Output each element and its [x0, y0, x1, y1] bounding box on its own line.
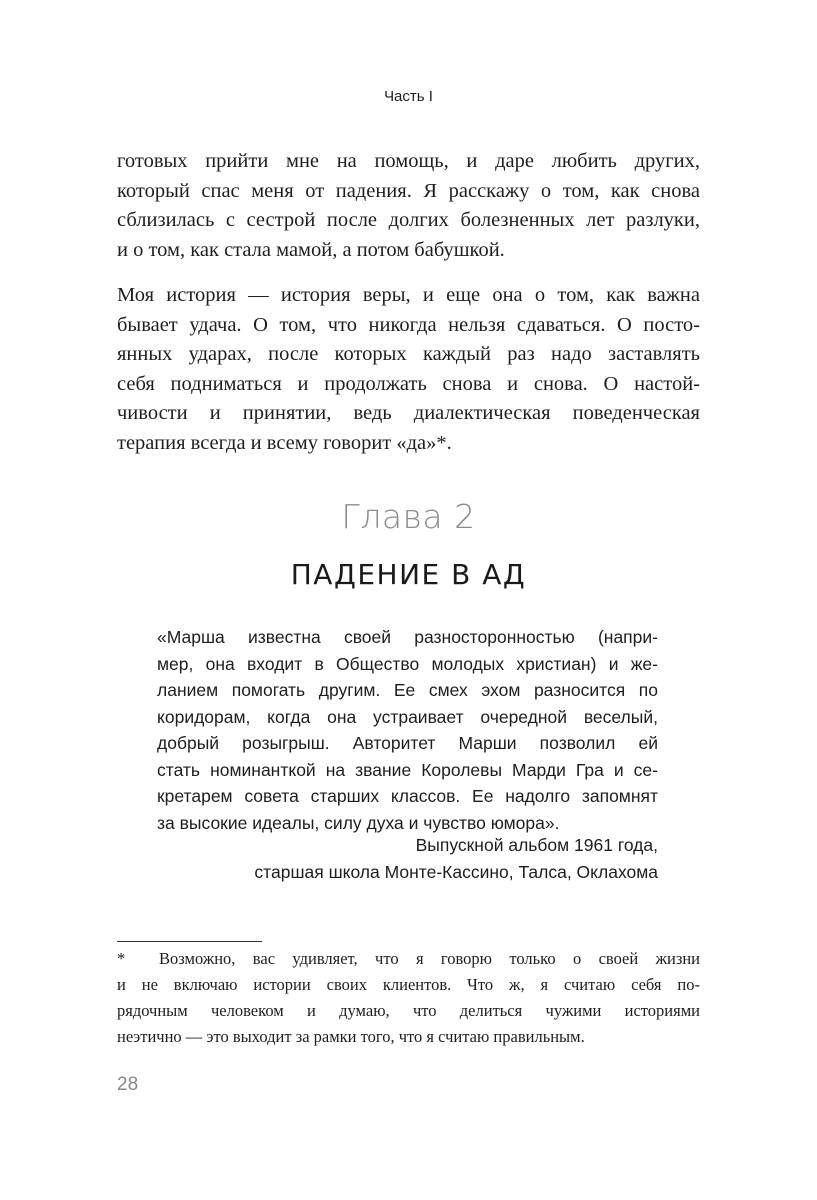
footnote-line-text: Возможно, вас удивляет, что я говорю только о своей жизни [159, 949, 700, 968]
body-text [117, 147, 700, 458]
text-line: готовых прийти мне на помощь, и даре любить других, [117, 150, 700, 172]
text-line: янных ударах, после которых каждый раз надо заставлять [117, 343, 700, 365]
footnote-line: и не включаю истории своих клиентов. Что ж, я считаю себя по- [117, 975, 700, 994]
epigraph [157, 624, 658, 836]
epigraph-line: добрый розыгрыш. Авторитет Марши позволил ей [157, 733, 658, 753]
epigraph-line: «Марша известна своей разносторонностью (напри- [157, 627, 658, 647]
text-line: Моя история — история веры, и еще она о том, как важна [117, 284, 700, 306]
paragraph-1 [117, 147, 700, 265]
footnote-marker: * [117, 949, 126, 968]
text-line: бывает удача. О том, что никогда нельзя сдаваться. О посто- [117, 313, 700, 336]
chapter-number: Глава 2 [341, 497, 476, 536]
epigraph-line: мер, она входит в Общество молодых христиан) и же- [157, 653, 658, 674]
footnote-divider [117, 941, 262, 942]
attribution-line: Выпускной альбом 1961 года, [415, 835, 658, 855]
text-line: терапия всегда и всему говорит «да»*. [117, 431, 452, 454]
text-line: который спас меня от падения. Я расскажу о том, как снова [117, 179, 700, 202]
epigraph-line: коридорам, когда она устраивает очередной веселый, [157, 706, 658, 727]
epigraph-line: стать номинанткой на звание Королевы Марди Гра и се- [157, 759, 658, 780]
text-line: сблизилась с сестрой после долгих болезненных лет разлуки, [117, 209, 700, 231]
epigraph-line: за высокие идеалы, силу духа и чувство юмора». [157, 812, 560, 833]
footnote-line: неэтично — это выходит за рамки того, что я считаю правильным. [117, 1027, 585, 1046]
text-line: себя подниматься и продолжать снова и снова. О настой- [117, 372, 700, 395]
attribution-line: старшая школа Монте-Кассино, Талса, Оклахома [254, 861, 658, 882]
text-line: и о том, как стала мамой, а потом бабушкой. [117, 238, 505, 261]
running-head: Часть I [384, 88, 433, 105]
paragraph-2 [117, 281, 700, 458]
epigraph-line: ланием помогать другим. Ее смех эхом разносится по [157, 680, 658, 700]
text-line: чивости и принятии, ведь диалектическая поведенческая [117, 402, 700, 424]
page-number: 28 [117, 1074, 139, 1095]
footnote-line: рядочным человеком и думаю, что делиться чужими историями [117, 1001, 700, 1020]
footnote-line [117, 946, 700, 972]
chapter-title: ПАДЕНИЕ В АД [290, 558, 527, 591]
footnote [117, 946, 700, 1050]
epigraph-attribution [157, 832, 658, 885]
epigraph-line: кретарем совета старших классов. Ее надолго запомнят [157, 786, 658, 806]
